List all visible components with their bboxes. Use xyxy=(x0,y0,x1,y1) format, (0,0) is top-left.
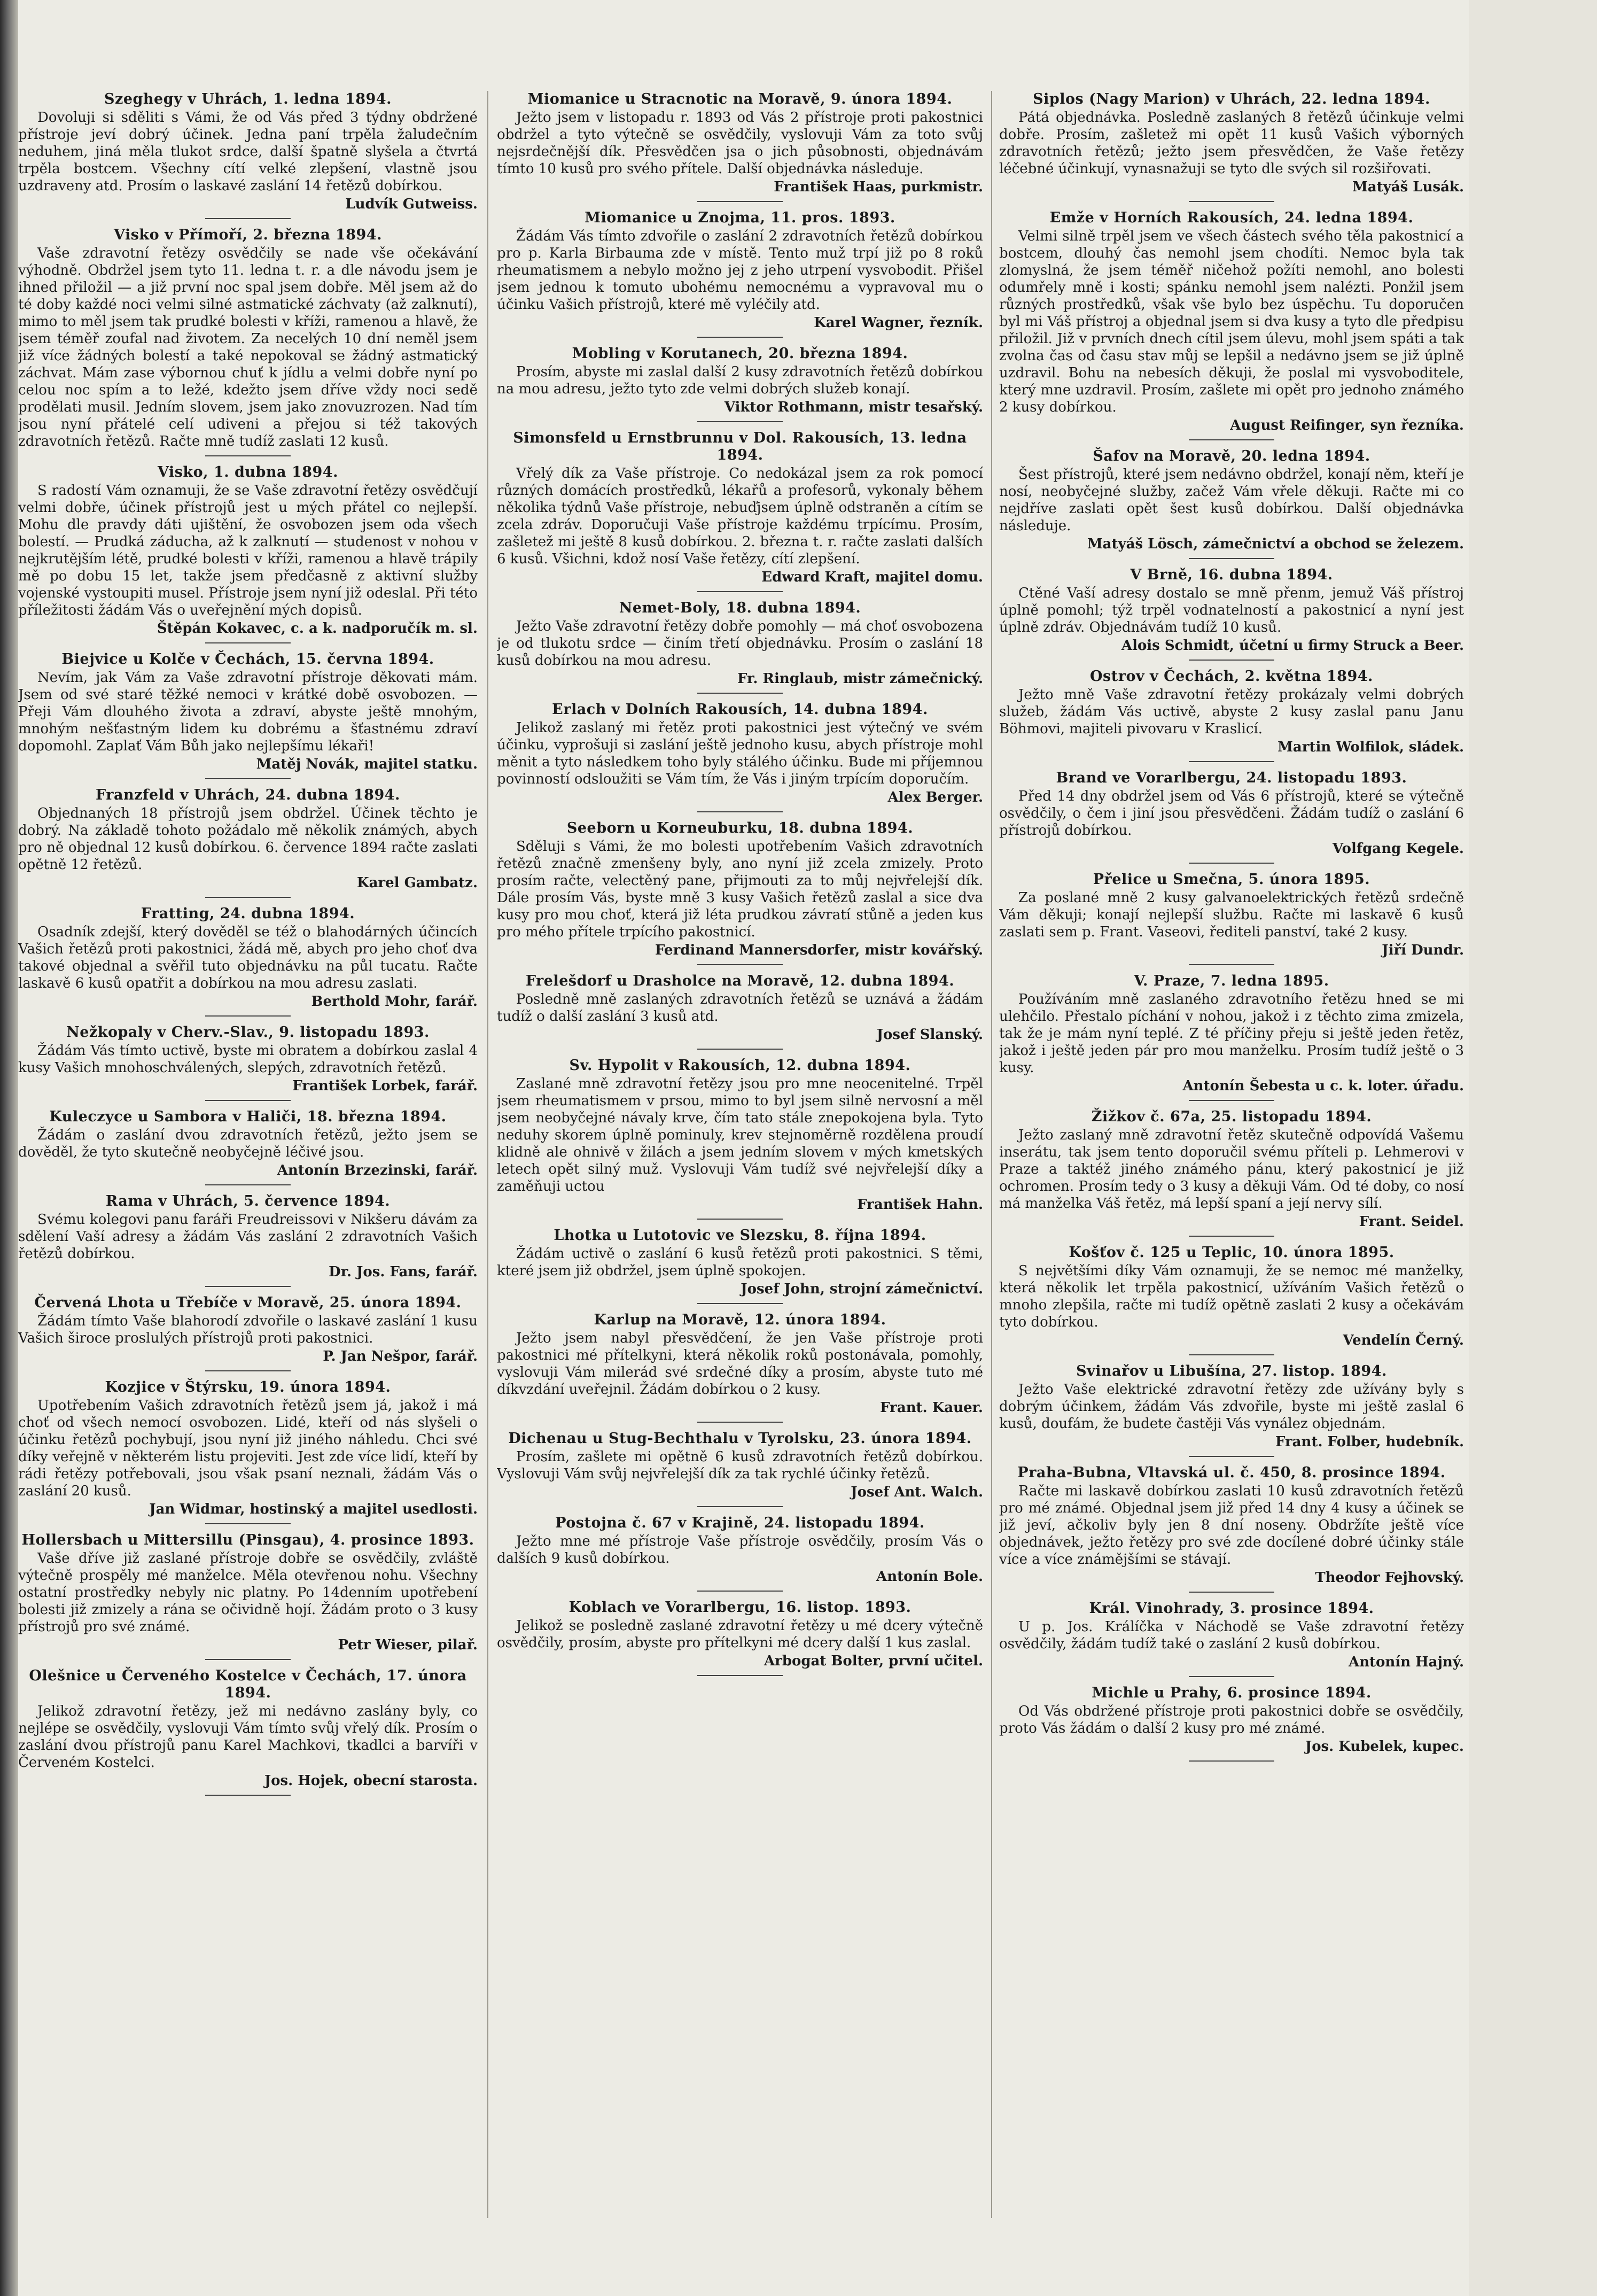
entry-body: Upotřebením Vašich zdravotních řetězů jsem já, jakož i má choť od všech nemocí osvobozen. Lidé, kteří od nás slyšeli o účinku řetězů pochybují, jsou nyní již jiného náhledu. Chci své díky veřejně v některém listu projeviti. Jest zde více lidí, kteří by rádi řetězy potřebovali, jsou však psaní neznali, žádám Vás o zaslání 20 kusů. xyxy=(18,1398,478,1499)
entry-separator xyxy=(1189,1236,1274,1237)
entry-separator xyxy=(697,421,783,422)
entry-separator xyxy=(205,1795,291,1796)
letter-entry xyxy=(999,1685,1464,1762)
entry-signature: Josef Slanský. xyxy=(876,1027,983,1043)
entry-place-date: Karlup na Moravě, 12. února 1894. xyxy=(594,1312,886,1328)
entry-separator xyxy=(205,778,291,779)
entry-body: Žádám Vás tímto uctivě, byste mi obratem a dobírkou zaslal 4 kusy Vašich mnohoschválených, slepých, zdravotních řetězů. xyxy=(18,1043,478,1076)
entry-body: Ježto jsem nabyl přesvědčení, že jen Vaše přístroje proti pakostnici mé přítelkyni, která několik roků postonávala, pomohly, vyslovuji Vám milerád své srdečné díky a prosím, abyste tuto mé díkvzdání uveřejnil. Žádám dobírkou o 2 kusy. xyxy=(497,1330,983,1398)
letter-entry xyxy=(18,1024,478,1101)
entry-body: Svému kolegovi panu faráři Freudreissovi v Nikšeru dávám za sdělení Vaší adresy a žádám Vás zaslání 2 zdravotních Vašich řetězů dobírkou. xyxy=(18,1212,478,1262)
entry-place-date: Dichenau u Stug-Bechthalu v Tyrolsku, 23. února 1894. xyxy=(508,1430,972,1447)
entry-place-date: Svinařov u Libušína, 27. listop. 1894. xyxy=(1076,1363,1387,1379)
entry-separator xyxy=(697,1303,783,1304)
entry-body: Posledně mně zaslaných zdravotních řetězů se uznává a žádám tudíž o další zaslání 3 kusů atd. xyxy=(497,991,983,1025)
entry-place-date: Simonsfeld u Ernstbrunnu v Dol. Rakousích, 13. ledna 1894. xyxy=(513,430,967,463)
letter-entry xyxy=(999,1108,1464,1237)
entry-place-date: Michle u Prahy, 6. prosince 1894. xyxy=(1092,1685,1372,1701)
entry-place-date: Erlach v Dolních Rakousích, 14. dubna 1894. xyxy=(552,701,928,718)
letter-entry xyxy=(18,1667,478,1796)
entry-signature: Antonín Brzezinski, farář. xyxy=(277,1162,478,1178)
entry-separator xyxy=(205,1659,291,1660)
entry-separator xyxy=(697,1422,783,1423)
entry-place-date: Seeborn u Korneuburku, 18. dubna 1894. xyxy=(566,820,914,836)
entry-place-date: Nežkopaly v Cherv.-Slav., 9. listopadu 1893. xyxy=(66,1024,430,1041)
entry-body: Zaslané mně zdravotní řetězy jsou pro mne neocenitelné. Trpěl jsem rheumatismem v prsou, mimo to byl jsem silně nervosní a měl jsem neobyčejné návaly krve, čím tato stále znepokojena byla. Tyto neduhy skorem úplně pominuly, krev stejnoměrně rozdělena proudí klidně ale ohnivě v žilách a jsem jedním slovem v mých kmetských letech opět silný muž. Vyslovuji Vám tudíž své nejvřelejší díky a zaměňuji uctou xyxy=(497,1076,983,1194)
entry-place-date: Sv. Hypolit v Rakousích, 12. dubna 1894. xyxy=(569,1057,911,1074)
entry-body: Velmi silně trpěl jsem ve všech částech svého těla pakostnicí a bostcem, dlouhý čas nemohl jsem chodíti. Nemoc byla tak zlomyslná, že jsem téměř ničehož požíti nemohl, ano bolesti odumřely mně i kosti; spánku nemohl jsem nalézti. Ponžil jsem různých prostředků, však vše bylo bez úspěchu. Tu doporučen byl mi Váš přístroj a objednal jsem si dva kusy a tyto dle předpisu přiložil. Již v prvních dnech cítil jsem úlevu, mohl jsem spáti a tak zvolna čas od času stav můj se lepšil a nedávno jsem se již úplně uzdravil. Bohu na nebesích děkuji, že poslal mi vysvoboditele, který mne uzdravil. Prosím, zašlete mi opět pro jednoho známého 2 kusy dobírkou. xyxy=(999,228,1464,415)
entry-place-date: V. Praze, 7. ledna 1895. xyxy=(1134,973,1329,989)
entry-place-date: Král. Vinohrady, 3. prosince 1894. xyxy=(1089,1600,1374,1617)
letter-entry xyxy=(18,91,478,219)
entry-signature: Volfgang Kegele. xyxy=(1332,841,1464,857)
letter-entry xyxy=(999,770,1464,864)
entry-separator xyxy=(1189,1592,1274,1593)
page-margin xyxy=(1469,0,1597,2296)
entry-body: U p. Jos. Králíčka v Náchodě se Vaše zdravotní řetězy osvědčily, žádám tudíž také o zaslání 2 kusů dobírkou. xyxy=(999,1619,1464,1652)
entry-body: Ježto Vaše elektrické zdravotní řetězy zde užívány byly s dobrým účinkem, žádám Vás zdvořile, byste mi ještě zaslal 6 kusů, doufám, že budete častěji Vás vynález objednám. xyxy=(999,1382,1464,1432)
entry-signature: Antonín Bole. xyxy=(876,1569,983,1585)
letter-entry xyxy=(18,1532,478,1660)
entry-place-date: Mobling v Korutanech, 20. března 1894. xyxy=(572,345,908,362)
letter-entry xyxy=(497,1312,983,1423)
entry-signature: Frant. Seidel. xyxy=(1359,1214,1464,1230)
entry-signature: Alois Schmidt, účetní u firmy Struck a Beer. xyxy=(1121,638,1464,654)
letter-entry xyxy=(497,1599,983,1676)
entry-signature: Petr Wieser, pilař. xyxy=(338,1637,478,1653)
column-2 xyxy=(497,91,983,1684)
letter-entry xyxy=(18,1294,478,1371)
column-rule xyxy=(487,91,488,2218)
entry-signature: Jos. Kubelek, kupec. xyxy=(1305,1739,1464,1755)
entry-separator xyxy=(697,201,783,202)
entry-separator xyxy=(1189,1760,1274,1762)
entry-separator xyxy=(205,1015,291,1017)
entry-signature: František Lorbek, farář. xyxy=(292,1078,478,1094)
entry-body: Prosím, abyste mi zaslal další 2 kusy zdravotních řetězů dobírkou na mou adresu, ježto tyto zde velmi dobrých služeb konají. xyxy=(497,364,983,397)
entry-separator xyxy=(1189,863,1274,864)
entry-place-date: Fratting, 24. dubna 1894. xyxy=(141,905,355,922)
letter-entry xyxy=(18,905,478,1017)
entry-place-date: Rama v Uhrách, 5. července 1894. xyxy=(105,1193,391,1209)
entry-signature: Karel Gambatz. xyxy=(356,875,478,891)
entry-signature: Štěpán Kokavec, c. a k. nadporučík m. sl. xyxy=(157,620,478,637)
entry-place-date: Frelešdorf u Drasholce na Moravě, 12. dubna 1894. xyxy=(525,973,955,989)
entry-place-date: Visko, 1. dubna 1894. xyxy=(158,464,338,480)
letter-entry xyxy=(18,227,478,456)
entry-signature: August Reifinger, syn řezníka. xyxy=(1230,417,1464,433)
letter-entry xyxy=(497,1057,983,1220)
entry-signature: František Haas, purkmistr. xyxy=(774,179,983,195)
letter-entry xyxy=(497,430,983,592)
letter-entry xyxy=(497,1515,983,1592)
entry-signature: P. Jan Nešpor, farář. xyxy=(323,1348,478,1364)
column-1 xyxy=(18,91,478,1803)
entry-signature: Berthold Mohr, farář. xyxy=(311,994,478,1010)
entry-signature: Viktor Rothmann, mistr tesařský. xyxy=(724,399,983,415)
entry-separator xyxy=(1189,1100,1274,1101)
entry-separator xyxy=(1189,558,1274,559)
entry-signature: Antonín Šebesta u c. k. loter. úřadu. xyxy=(1182,1078,1464,1094)
entry-body: Ježto mne mé přístroje Vaše přístroje osvědčily, prosím Vás o dalších 9 kusů dobírkou. xyxy=(497,1533,983,1566)
entry-body: Šest přístrojů, které jsem nedávno obdržel, konají něm, kteří je nosí, neobyčejné služby, začež Vám vřele děkuji. Račte mi co nejdříve zaslati opět šest kusů dobírkou. Další objednávka následuje. xyxy=(999,467,1464,534)
entry-place-date: Šafov na Moravě, 20. ledna 1894. xyxy=(1093,448,1370,464)
entry-separator xyxy=(1189,660,1274,661)
entry-body: Před 14 dny obdržel jsem od Vás 6 přístrojů, které se výtečně osvědčily, o čem i jiní jsou přesvědčeni. Žádám tudíž o zaslání 6 přístrojů dobírkou. xyxy=(999,788,1464,839)
entry-body: Žádám tímto Vaše blahorodí zdvořile o laskavé zaslání 1 kusu Vašich široce proslulých přístrojů proti pakostnici. xyxy=(18,1313,478,1346)
entry-separator xyxy=(205,1523,291,1524)
entry-signature: Arbogat Bolter, první učitel. xyxy=(764,1653,983,1669)
entry-place-date: Siplos (Nagy Marion) v Uhrách, 22. ledna 1894. xyxy=(1033,91,1430,107)
entry-place-date: Emže v Horních Rakousích, 24. ledna 1894. xyxy=(1049,210,1414,226)
entry-signature: Matyáš Lusák. xyxy=(1352,179,1464,195)
entry-signature: Ferdinand Mannersdorfer, mistr kovářský. xyxy=(655,942,983,958)
entry-separator xyxy=(205,642,291,643)
entry-place-date: Szeghegy v Uhrách, 1. ledna 1894. xyxy=(104,91,392,107)
entry-body: Jelikož zdravotní řetězy, jež mi nedávno zaslány byly, co nejlépe se osvědčily, vyslovuji Vám tímto svůj vřelý dík. Prosím o zaslání dvou přístrojů panu Karel Machkovi, tkadlci a barvíři v Červeném Kostelci. xyxy=(18,1703,478,1771)
entry-separator xyxy=(1189,1354,1274,1355)
entry-body: Prosím, zašlete mi opětně 6 kusů zdravotních řetězů dobírkou. Vyslovuji Vám svůj nejvřelejší dík za tak rychlé účinky řetězů. xyxy=(497,1449,983,1482)
entry-signature: Frant. Kauer. xyxy=(880,1400,983,1416)
entry-separator xyxy=(1189,761,1274,762)
entry-body: Vřelý dík za Vaše přístroje. Co nedokázal jsem za rok pomocí různých domácích prostředků, lékařů a profesorů, vykonaly během několika týdnů Vaše přístroje, nebuďjsem úplně odstraněn a cítím se zcela zdráv. Doporučuji Vaše přístroje každému trpícímu. Prosím, zašletež mi ještě 8 kusů dobírkou. 2. března t. r. račte zaslati dalších 6 kusů. Všichni, kdož nosí Vaše řetězy, cítí zlepšení. xyxy=(497,466,983,567)
entry-signature: Josef Ant. Walch. xyxy=(851,1484,983,1500)
entry-body: Ježto Vaše zdravotní řetězy dobře pomohly — má choť osvobozena je od tlukotu srdce — činím třetí objednávku. Prosím o zaslání 18 kusů dobírkou na mou adresu. xyxy=(497,618,983,669)
entry-signature: Jiří Dundr. xyxy=(1382,942,1464,958)
entry-body: Ctěné Vaší adresy dostalo se mně přenm, jemuž Váš přístroj úplně pomohl; týž trpěl vodnatelností a pakostnicí a nyní jest úplně zdráv. Objednávám tudíž 10 kusů. xyxy=(999,585,1464,635)
entry-place-date: Červená Lhota u Třebíče v Moravě, 25. února 1894. xyxy=(34,1294,462,1311)
entry-signature: Karel Wagner, řezník. xyxy=(814,315,983,331)
entry-place-date: Žižkov č. 67a, 25. listopadu 1894. xyxy=(1091,1108,1372,1125)
entry-body: Sděluji s Vámi, že mo bolesti upotřebením Vašich zdravotních řetězů značně zmenšeny byly, ano nyní již zcela zmizely. Proto prosím račte, velectěný pane, přijmouti za to můj nejvřelejší dík. Dále prosím Vás, byste mně 3 kusy Vašich řetězů zaslal a sice dva kusy pro mou choť, která již léta prudkou závratí stůně a jeden kus pro mého přítele trpícího pakostnicí. xyxy=(497,839,983,940)
entry-body: Nevím, jak Vám za Vaše zdravotní přístroje děkovati mám. Jsem od své staré těžké nemoci v krátké době osvobozen. — Přeji Vám dlouhého života a zdraví, abyste ještě mnohým, mnohým nešťastným lidem ku dobrému a šťastnému zdraví dopomohl. Zaplať Vám Bůh jako nejlepšímu lékaři! xyxy=(18,670,478,754)
entry-body: Ježto mně Vaše zdravotní řetězy prokázaly velmi dobrých služeb, žádám Vás uctivě, abyste 2 kusy zaslal panu Janu Böhmovi, majiteli pivovaru v Kraslicí. xyxy=(999,687,1464,737)
entry-signature: Dr. Jos. Fans, farář. xyxy=(329,1264,478,1280)
entry-place-date: Franzfeld v Uhrách, 24. dubna 1894. xyxy=(96,787,400,803)
entry-place-date: Hollersbach u Mittersillu (Pinsgau), 4. prosince 1893. xyxy=(21,1532,474,1548)
letter-entry xyxy=(999,91,1464,202)
letter-entry xyxy=(999,1363,1464,1457)
letter-entry xyxy=(999,871,1464,965)
letter-entry xyxy=(497,91,983,202)
entry-separator xyxy=(697,811,783,812)
entry-body: Vaše zdravotní řetězy osvědčily se nade vše očekávání výhodně. Obdržel jsem tyto 11. ledna t. r. a dle návodu jsem je ihned přiložil — a již první noc spal jsem dobře. Měl jsem až do té doby každé noci velmi silné astmatické záchvaty (až zalknutí), mimo to měl jsem tak prudké bolesti v kříži, ramenou a hlavě, že jsem téměř zoufal nad životem. Za necelých 10 dní neměl jsem již více žádných bolestí a také nepokoval se žádný astmatický záchvat. Mám zase výbornou chuť k jídlu a velmi dobře nyní po celou noc spím a to ležé, kdežto jsem dříve vždy noci sedě prodělati musil. Jedním slovem, jsem jako znovuzrozen. Nad tím jsou nyní přátelé celí udiveni a přejou si též takových zdravotních řetězů. Račte mně tudíž zaslati 12 kusů. xyxy=(18,245,478,449)
entry-separator xyxy=(205,1100,291,1101)
entry-signature: Antonín Hajný. xyxy=(1348,1654,1464,1670)
entry-separator xyxy=(697,1049,783,1050)
entry-separator xyxy=(205,455,291,456)
entry-body: Vaše dříve již zaslané přístroje dobře se osvědčily, zvláště výtečně prospěly mé manželce. Měla otevřenou nohu. Všechny ostatní prostředky nebyly nic platny. Po 14denním upotřebení bolesti již zmizely a rána se očividně hojí. Žádám proto o 3 kusy přístrojů pro své známé. xyxy=(18,1550,478,1635)
entry-separator xyxy=(1189,1456,1274,1457)
entry-place-date: V Brně, 16. dubna 1894. xyxy=(1130,567,1333,583)
entry-body: Jelikož zaslaný mi řetěz proti pakostnici jest výtečný ve svém účinku, vyprošuji si zaslání ještě jednoho kusu, abych přístroje mohl měnit a tyto následkem toho byly stálého účinku. Bude mi příjemnou povinností odsloužiti se Vám tím, že Vás i jiným trpícím doporučím. xyxy=(497,720,983,787)
letter-entry xyxy=(497,701,983,812)
entry-signature: Jos. Hojek, obecní starosta. xyxy=(264,1773,478,1789)
entry-body: S největšími díky Vám oznamuji, že se nemoc mé manželky, která několik let trpěla pakostnicí, užíváním Vašich řetězů o mnoho zlepšila, račte mi tudíž opětně zaslati 2 kusy a očekávám tyto dobírkou. xyxy=(999,1263,1464,1330)
entry-separator xyxy=(697,964,783,965)
entry-separator xyxy=(205,1184,291,1185)
entry-separator xyxy=(1189,201,1274,202)
entry-place-date: Miomanice u Znojma, 11. pros. 1893. xyxy=(585,210,895,226)
entry-place-date: Miomanice u Stracnotic na Moravě, 9. února 1894. xyxy=(527,91,953,107)
entry-body: S radostí Vám oznamuji, že se Vaše zdravotní řetězy osvědčují velmi dobře, účinek přístrojů jest u mých přátel co nejlepší. Mohu dle pravdy dáti ujištění, že osvobozen jsem oda všech bolestí. — Prudká záducha, až k zalknutí — studenost v nohou v nejkrutějším létě, prudké bolesti v kříži, ramenou a hlavě trápily mě po dobu 15 let, takže jsem předčasně z aktivní služby vojenské vystoupiti musel. Přístroje jsem nyní již odeslal. Při této příležitosti žádám Vás o uveřejnění mých dopisů. xyxy=(18,483,478,618)
entry-signature: Jan Widmar, hostinský a majitel usedlosti. xyxy=(149,1501,478,1517)
entry-body: Od Vás obdržené přístroje proti pakostnici dobře se osvědčily, proto Vás žádám o další 2 kusy pro mé známé. xyxy=(999,1703,1464,1736)
entry-body: Žádám o zaslání dvou zdravotních řetězů, ježto jsem se dověděl, že tyto skutečně neobyčejně léčivé jsou. xyxy=(18,1127,478,1160)
entry-body: Ježto zaslaný mně zdravotní řetěz skutečně odpovídá Vašemu inserátu, tak jsem tento doporučil svému příteli p. Lehmerovi v Praze a taktéž jiného známého pánu, který pakostnicí je již ochromen. Prosím tedy o 3 kusy a děkuji Vám. Od té doby, co nosí má manželka Váš řetěz, má lepší spaní a její nervy sílí. xyxy=(999,1127,1464,1212)
entry-place-date: Košťov č. 125 u Teplic, 10. února 1895. xyxy=(1069,1244,1395,1261)
entry-body: Za poslané mně 2 kusy galvanoelektrických řetězů srdečně Vám děkuji; konají nejlepší službu. Račte mi laskavě 6 kusů zaslati sem p. Frant. Vaseovi, řediteli panství, také 2 kusy. xyxy=(999,890,1464,940)
entry-separator xyxy=(205,1286,291,1287)
entry-separator xyxy=(205,1370,291,1371)
letter-entry xyxy=(18,464,478,643)
entry-place-date: Brand ve Vorarlbergu, 24. listopadu 1893. xyxy=(1056,770,1407,786)
entry-separator xyxy=(1189,439,1274,440)
entry-signature: Matyáš Lösch, zámečnictví a obchod se železem. xyxy=(1087,536,1464,552)
entry-place-date: Přelice u Smečna, 5. února 1895. xyxy=(1093,871,1370,888)
entry-separator xyxy=(697,337,783,338)
letter-entry xyxy=(497,345,983,422)
entry-signature: Frant. Folber, hudebník. xyxy=(1275,1434,1464,1450)
letter-entry xyxy=(18,651,478,779)
entry-body: Jelikož se posledně zaslané zdravotní řetězy u mé dcery výtečně osvědčily, prosím, abyste pro přítelkyni mé dcery další 1 kus zaslal. xyxy=(497,1618,983,1651)
letter-entry xyxy=(18,1379,478,1524)
entry-body: Pátá objednávka. Posledně zaslaných 8 řetězů účinkuje velmi dobře. Prosím, zašletež mi opět 11 kusů Vašich výborných zdravotních řetězů; ježto jsem přesvědčen, že Vaše řetězy léčebné účinkují, vynasnažuji se tyto dle svých sil rozšiřovati. xyxy=(999,110,1464,177)
entry-signature: Matěj Novák, majitel statku. xyxy=(256,756,478,772)
letter-entry xyxy=(18,1108,478,1185)
entry-place-date: Koblach ve Vorarlbergu, 16. listop. 1893. xyxy=(568,1599,912,1616)
entry-place-date: Kuleczyce u Sambora v Haliči, 18. března 1894. xyxy=(49,1108,447,1125)
entry-signature: Theodor Fejhovský. xyxy=(1315,1570,1464,1586)
letter-entry xyxy=(497,1430,983,1507)
entry-signature: František Hahn. xyxy=(857,1197,983,1213)
letter-entry xyxy=(497,210,983,338)
entry-place-date: Praha-Bubna, Vltavská ul. č. 450, 8. prosince 1894. xyxy=(1017,1464,1446,1481)
entry-signature: Edward Kraft, majitel domu. xyxy=(761,569,983,585)
entry-separator xyxy=(1189,964,1274,965)
entry-signature: Ludvík Gutweiss. xyxy=(345,196,478,212)
entry-place-date: Postojna č. 67 v Krajině, 24. listopadu 1894. xyxy=(555,1515,925,1531)
entry-separator xyxy=(697,1219,783,1220)
entry-body: Objednaných 18 přístrojů jsem obdržel. Účinek těchto je dobrý. Na základě tohoto požádalo mě několik známých, abych pro ně objednal 12 kusů dobírkou. 6. července 1894 račte zaslati opětně 12 řetězů. xyxy=(18,805,478,873)
entry-signature: Martin Wolfilok, sládek. xyxy=(1277,739,1464,755)
entry-body: Osadník zdejší, který dověděl se též o blahodárných účincích Vašich řetězů proti pakostnici, žádá mě, abych pro jeho choť dva takové objednal a svěřil tuto objednávku na půl tucatu. Račte laskavě 6 kusů opatřit a dobírkou na mou adresu zaslati. xyxy=(18,924,478,991)
entry-separator xyxy=(697,1506,783,1507)
entry-separator xyxy=(697,1591,783,1592)
entry-place-date: Nemet-Boly, 18. dubna 1894. xyxy=(619,600,861,616)
entry-place-date: Visko v Přímoří, 2. března 1894. xyxy=(113,227,383,243)
letter-entry xyxy=(999,973,1464,1101)
entry-place-date: Kozjice v Štýrsku, 19. února 1894. xyxy=(105,1379,391,1395)
entry-separator xyxy=(205,218,291,219)
entry-body: Dovoluji si sděliti s Vámi, že od Vás před 3 týdny obdržené přístroje jeví dobrý účinek. Jedna paní trpěla žaludečním neduhem, jiná měla tlukot srdce, další špatně slyšela a čtvrtá trpěla bostcem. Všechny cítí velké zlepšení, vlastně jsou uzdraveny atd. Prosím o laskavé zaslání 14 řetězů dobírkou. xyxy=(18,110,478,194)
entry-separator xyxy=(697,591,783,592)
letter-entry xyxy=(497,820,983,965)
entry-signature: Vendelín Černý. xyxy=(1343,1332,1464,1348)
letter-entry xyxy=(18,1193,478,1287)
letter-entry xyxy=(999,1464,1464,1593)
entry-body: Žádám uctivě o zaslání 6 kusů řetězů proti pakostnici. S těmi, které jsem již obdržel, jsem úplně spokojen. xyxy=(497,1246,983,1279)
entry-body: Ježto jsem v listopadu r. 1893 od Vás 2 přístroje proti pakostnici obdržel a tyto výtečně se osvědčily, vyslovuji Vám za toto svůj nejsrdečnější dík. Přesvědčen jsa o jich působnosti, objednávám tímto 10 kusů pro svého přítele. Další objednávka následuje. xyxy=(497,110,983,177)
entry-separator xyxy=(697,1675,783,1676)
column-3 xyxy=(999,91,1464,1769)
entry-place-date: Biejvice u Kolče v Čechách, 15. června 1894. xyxy=(61,651,434,668)
entry-separator xyxy=(697,693,783,694)
entry-separator xyxy=(205,897,291,898)
entry-signature: Fr. Ringlaub, mistr zámečnický. xyxy=(737,671,983,687)
letter-entry xyxy=(999,668,1464,762)
entry-signature: Josef John, strojní zámečnictví. xyxy=(741,1281,983,1297)
letter-entry xyxy=(18,787,478,898)
letter-entry xyxy=(999,210,1464,440)
entry-body: Používáním mně zaslaného zdravotního řetězu hned se mi ulehčilo. Přestalo píchání v nohou, jakož i z těchto zima zmizela, tak že je mám nyní teplé. Z té příčiny přeju si ještě jeden řetěz, jakož i ještě jeden pár pro mou manželku. Prosím tudíž ještě o 3 kusy. xyxy=(999,991,1464,1076)
entry-place-date: Lhotka u Lutotovic ve Slezsku, 8. října 1894. xyxy=(554,1227,926,1244)
binding-edge xyxy=(0,0,18,2296)
letter-entry xyxy=(999,567,1464,661)
letter-entry xyxy=(999,1600,1464,1677)
entry-place-date: Olešnice u Červeného Kostelce v Čechách, 17. února 1894. xyxy=(29,1667,467,1701)
letter-entry xyxy=(999,1244,1464,1355)
entry-place-date: Ostrov v Čechách, 2. května 1894. xyxy=(1090,668,1373,685)
letter-entry xyxy=(497,600,983,694)
entry-body: Žádám Vás tímto zdvořile o zaslání 2 zdravotních řetězů dobírkou pro p. Karla Birbauma zde v místě. Tento muž trpí již po 8 roků rheumatismem a nebylo možno jej z jeho utrpení vysvobodit. Přišel jsem jednou k tomuto ubohému nemocnému a vypravoval mu o účinku Vašich přístrojů, které mě vyléčily atd. xyxy=(497,228,983,313)
entry-separator xyxy=(1189,1676,1274,1677)
letter-entry xyxy=(999,448,1464,559)
letter-entry xyxy=(497,1227,983,1304)
entry-body: Račte mi laskavě dobírkou zaslati 10 kusů zdravotních řetězů pro mé známé. Objednal jsem již před 14 dny 4 kusy a účinek se již jeví, ačkoliv byly jen 8 dní noseny. Obdržíte ještě více objednávek, ježto řetězy pro své zde docílené dobré účinky stále více a více známějšími se stávají. xyxy=(999,1483,1464,1568)
letter-entry xyxy=(497,973,983,1050)
column-rule xyxy=(991,91,992,2218)
entry-signature: Alex Berger. xyxy=(887,789,983,805)
